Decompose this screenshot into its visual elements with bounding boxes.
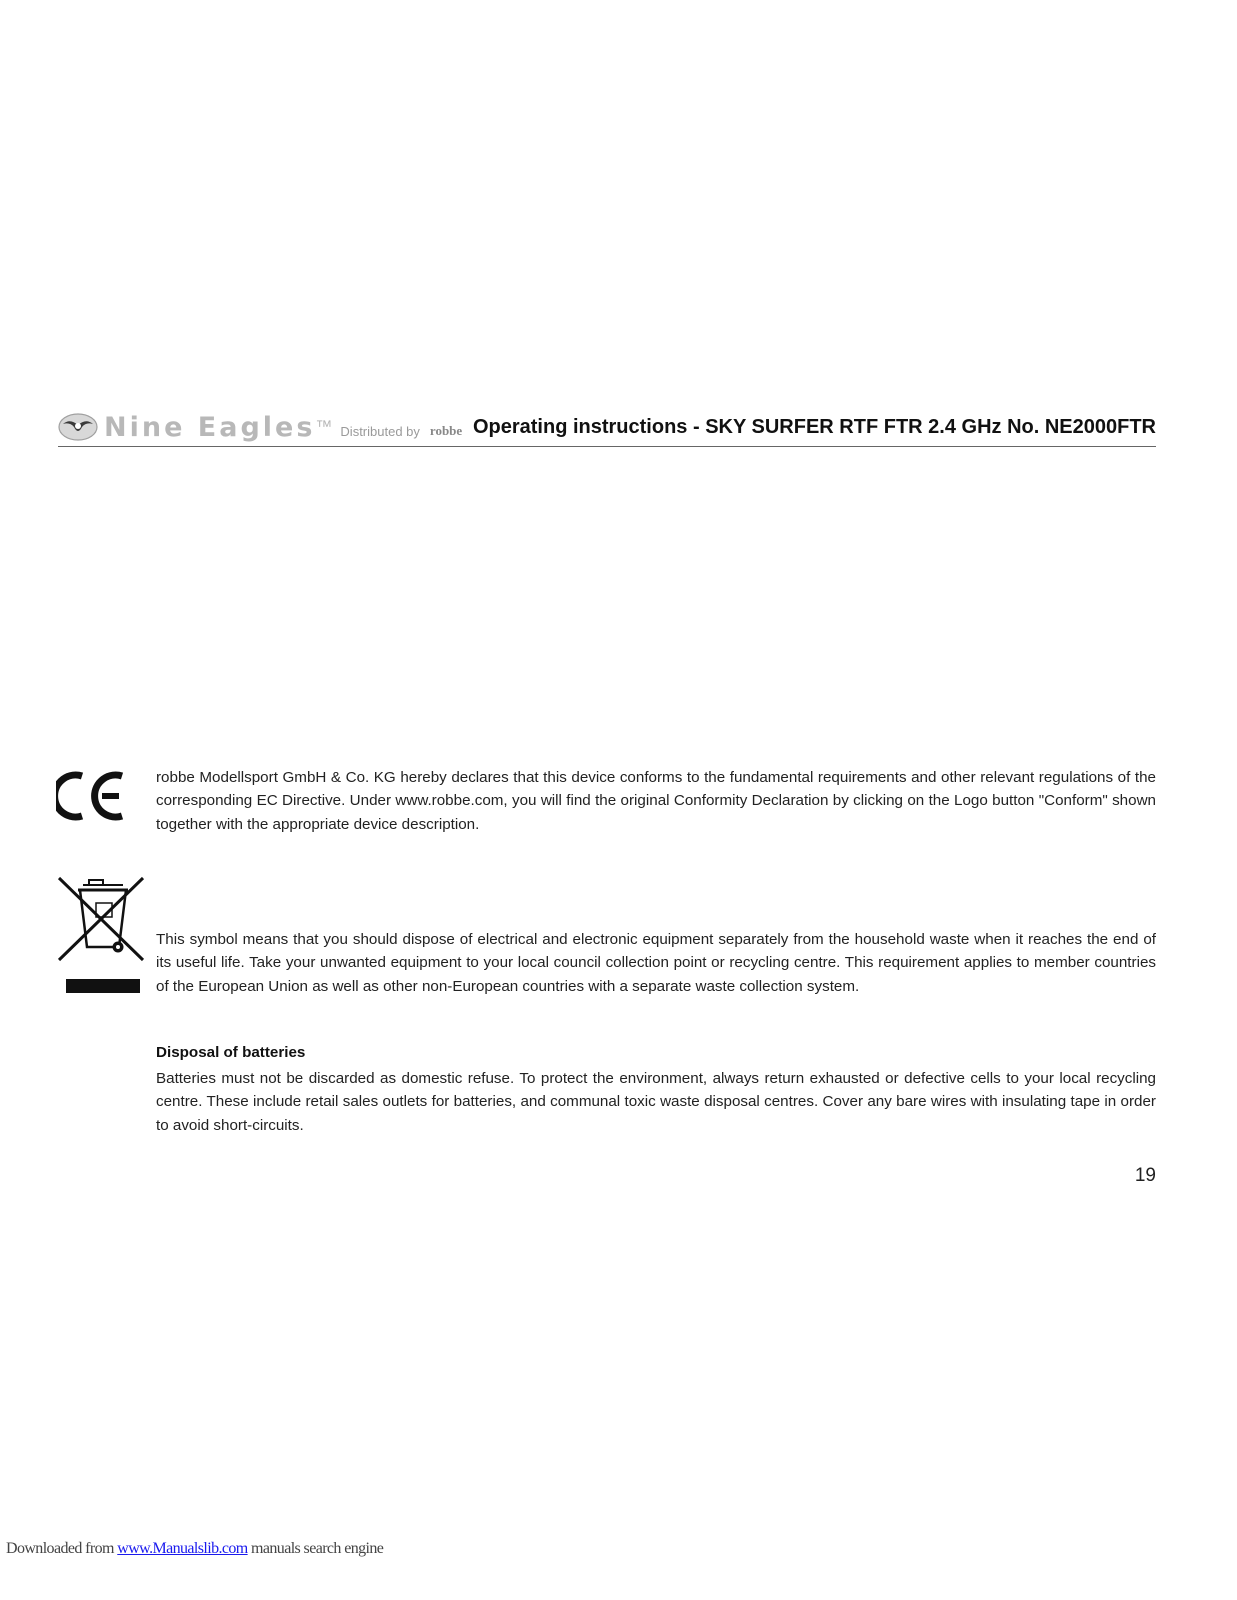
download-footer	[6, 1540, 383, 1558]
distributed-by-label: Distributed by	[340, 423, 420, 439]
footer-suffix: manuals search engine	[247, 1540, 384, 1557]
batteries-heading: Disposal of batteries	[156, 1044, 306, 1061]
manualslib-link[interactable]: www.Manualslib.com	[117, 1540, 248, 1557]
page-number: 19	[1134, 1165, 1156, 1186]
document-title: Operating instructions - SKY SURFER RTF FTR 2.4 GHz No. NE2000FTR	[472, 416, 1156, 438]
distributor-name: robbe	[429, 423, 463, 438]
footer-prefix: Downloaded from	[6, 1540, 118, 1557]
ce-mark-icon	[56, 770, 128, 822]
conformity-declaration-text: robbe Modellsport GmbH & Co. KG hereby declares that this device conforms to the fundamental requirements and other relevant regulations of the corresponding EC Directive. Under www.robbe.com, you will find the original Conformity Declaration by clicking on the Logo button "Conform" shown together with the appropriate device description.	[156, 769, 1156, 833]
eagle-logo-icon	[58, 413, 98, 441]
batteries-disposal-text: Batteries must not be discarded as domestic refuse. To protect the environment, always return exhausted or defective cells to your local recycling centre. These include retail sales outlets for batteries, and communal toxic waste disposal centres. Cover any bare wires with insulating tape in order to avoid short-circuits.	[156, 1070, 1156, 1134]
trademark-symbol: ™	[315, 417, 333, 436]
brand-logo	[58, 412, 462, 442]
weee-disposal-text: This symbol means that you should dispose of electrical and electronic equipment separately from the household waste when it reaches the end of its useful life. Take your unwanted equipment to your local council collection point or recycling centre. This requirement applies to member countries of the European Union as well as other non-European countries with a separate waste collection system.	[156, 931, 1156, 995]
page-header	[58, 410, 1156, 447]
brand-name: Nine Eagles	[104, 411, 316, 443]
crossed-out-wheelie-bin-icon	[56, 875, 146, 997]
